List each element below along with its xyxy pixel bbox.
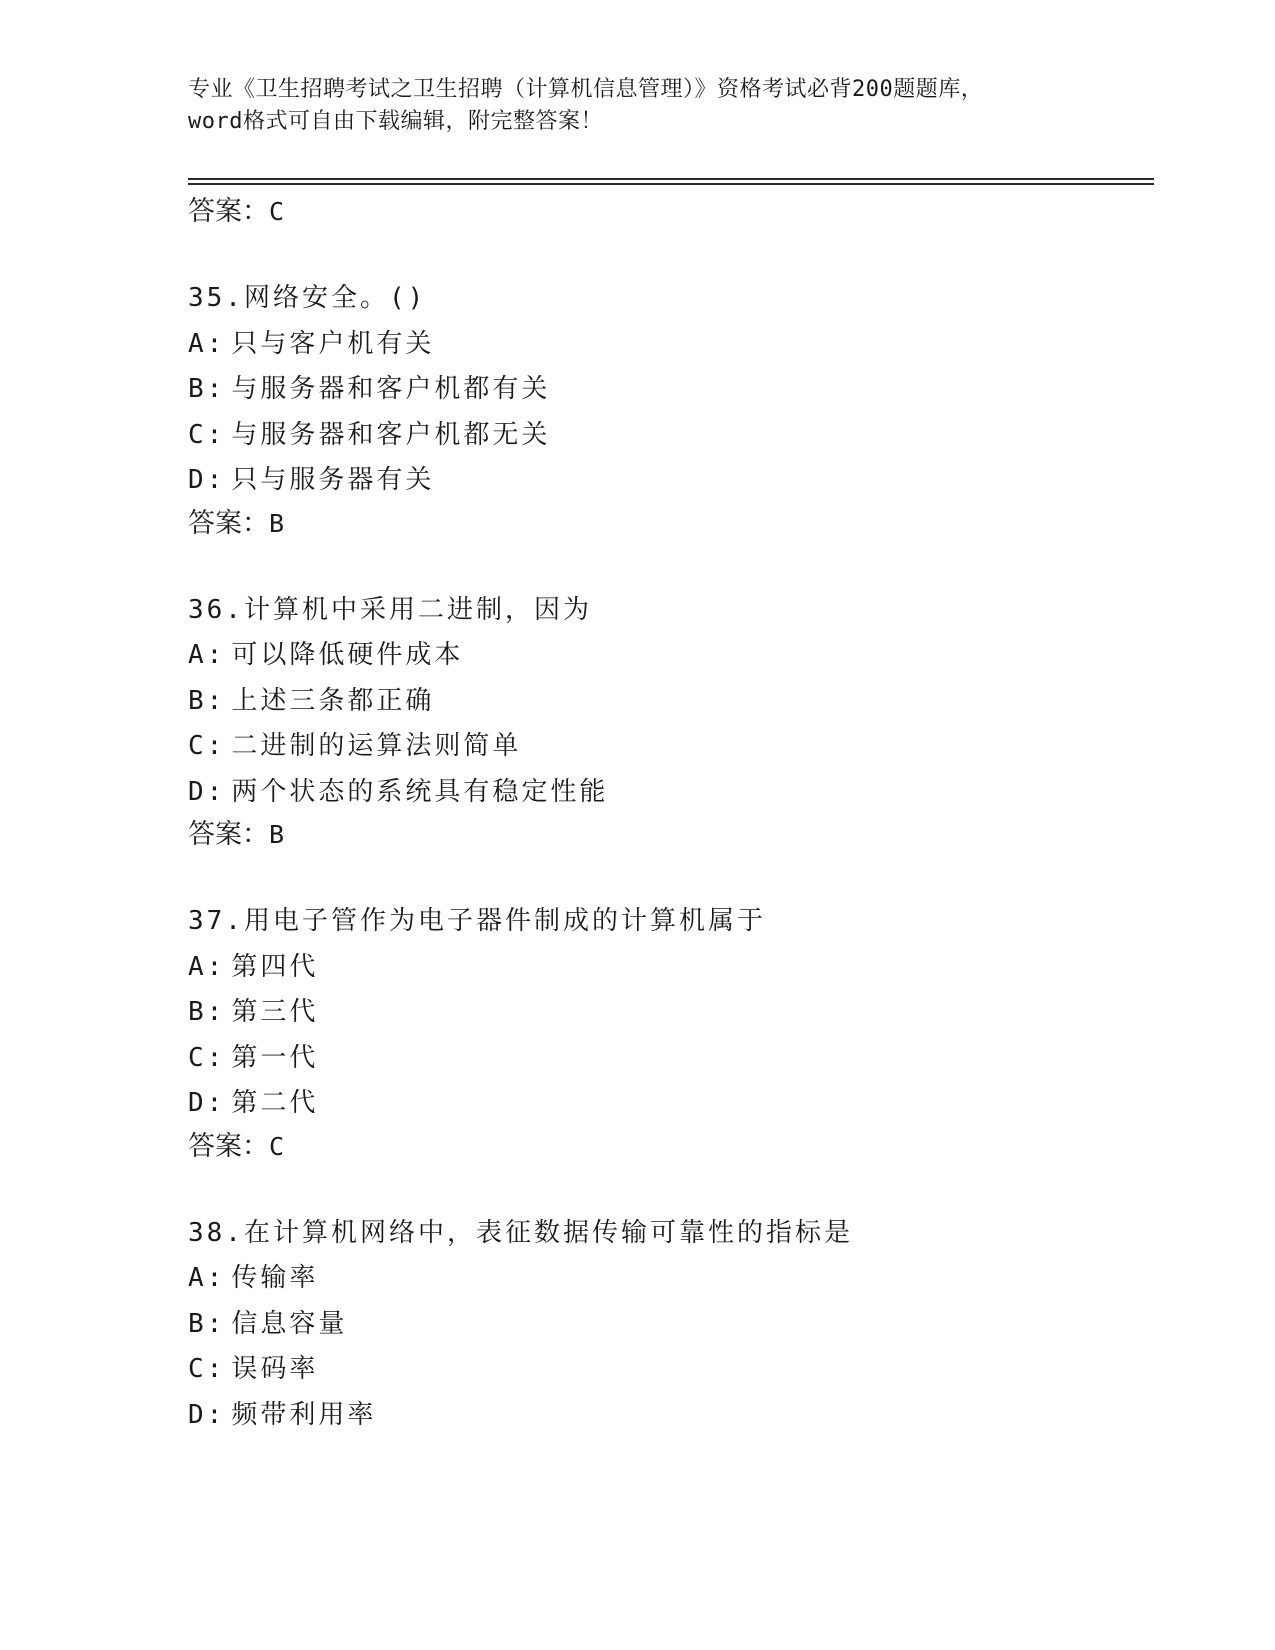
question-list xyxy=(188,192,1148,1438)
option-letter: A: xyxy=(188,328,226,359)
answer-value: C xyxy=(269,197,285,226)
question-item xyxy=(188,588,1148,856)
option-letter: B: xyxy=(188,685,226,716)
option-c xyxy=(188,1036,1148,1082)
option-text: 信息容量 xyxy=(231,1308,348,1339)
question-text: 35.网络安全。() xyxy=(188,283,427,313)
question-item xyxy=(188,276,1148,544)
option-a xyxy=(188,1256,1148,1302)
option-a xyxy=(188,322,1148,368)
option-letter: C: xyxy=(188,1354,226,1384)
option-b xyxy=(188,679,1148,725)
question-text: 36.计算机中采用二进制，因为 xyxy=(188,594,592,625)
option-text: 第三代 xyxy=(231,997,319,1027)
option-text: 只与服务器有关 xyxy=(231,465,435,495)
question-text: 37.用电子管作为电子器件制成的计算机属于 xyxy=(188,906,766,936)
option-c xyxy=(188,413,1148,459)
option-letter: D: xyxy=(188,465,226,495)
answer-line xyxy=(188,192,1148,232)
option-letter: D: xyxy=(188,1088,226,1118)
option-text: 频带利用率 xyxy=(231,1399,377,1430)
option-letter: C: xyxy=(188,731,226,761)
option-text: 上述三条都正确 xyxy=(231,685,435,716)
option-c xyxy=(188,724,1148,770)
option-letter: C: xyxy=(188,419,226,450)
option-letter: A: xyxy=(188,951,226,982)
header-divider-top xyxy=(188,178,1154,180)
option-letter: B: xyxy=(188,1308,226,1339)
option-text: 只与客户机有关 xyxy=(231,328,435,359)
answer-line xyxy=(188,815,1148,855)
option-text: 第一代 xyxy=(231,1042,319,1073)
answer-label: 答案： xyxy=(188,196,269,227)
option-text: 第二代 xyxy=(231,1088,319,1118)
option-d xyxy=(188,770,1148,816)
header-line-2: word格式可自由下载编辑，附完整答案！ xyxy=(188,109,603,134)
answer-value: B xyxy=(269,820,285,849)
option-d xyxy=(188,1081,1148,1127)
answer-line xyxy=(188,1127,1148,1167)
option-text: 可以降低硬件成本 xyxy=(231,640,464,670)
option-d xyxy=(188,1393,1148,1439)
option-letter: B: xyxy=(188,997,226,1027)
option-letter: D: xyxy=(188,776,226,807)
option-letter: A: xyxy=(188,640,226,670)
option-text: 传输率 xyxy=(231,1263,319,1293)
option-letter: D: xyxy=(188,1399,226,1430)
answer-value: B xyxy=(269,508,285,538)
option-b xyxy=(188,367,1148,413)
option-text: 二进制的运算法则简单 xyxy=(231,731,522,761)
question-text: 38.在计算机网络中，表征数据传输可靠性的指标是 xyxy=(188,1217,853,1248)
answer-value: C xyxy=(269,1131,285,1161)
answer-label: 答案： xyxy=(188,819,269,850)
option-a xyxy=(188,633,1148,679)
question-item xyxy=(188,899,1148,1167)
document-header xyxy=(188,74,1088,138)
option-text: 第四代 xyxy=(231,951,319,982)
option-c xyxy=(188,1347,1148,1393)
header-line-1: 专业《卫生招聘考试之卫生招聘（计算机信息管理）》资格考试必背200题题库， xyxy=(188,77,984,102)
header-divider-bottom xyxy=(188,183,1154,185)
answer-label: 答案： xyxy=(188,507,269,539)
option-text: 与服务器和客户机都无关 xyxy=(231,419,551,450)
option-letter: C: xyxy=(188,1042,226,1073)
question-item xyxy=(188,1211,1148,1439)
option-a xyxy=(188,945,1148,991)
option-text: 与服务器和客户机都有关 xyxy=(231,374,551,404)
option-letter: A: xyxy=(188,1263,226,1293)
option-text: 两个状态的系统具有稳定性能 xyxy=(231,776,609,807)
answer-label: 答案： xyxy=(188,1130,269,1162)
option-letter: B: xyxy=(188,374,226,404)
option-text: 误码率 xyxy=(231,1354,319,1384)
option-b xyxy=(188,1302,1148,1348)
option-d xyxy=(188,458,1148,504)
option-b xyxy=(188,990,1148,1036)
answer-line xyxy=(188,504,1148,544)
